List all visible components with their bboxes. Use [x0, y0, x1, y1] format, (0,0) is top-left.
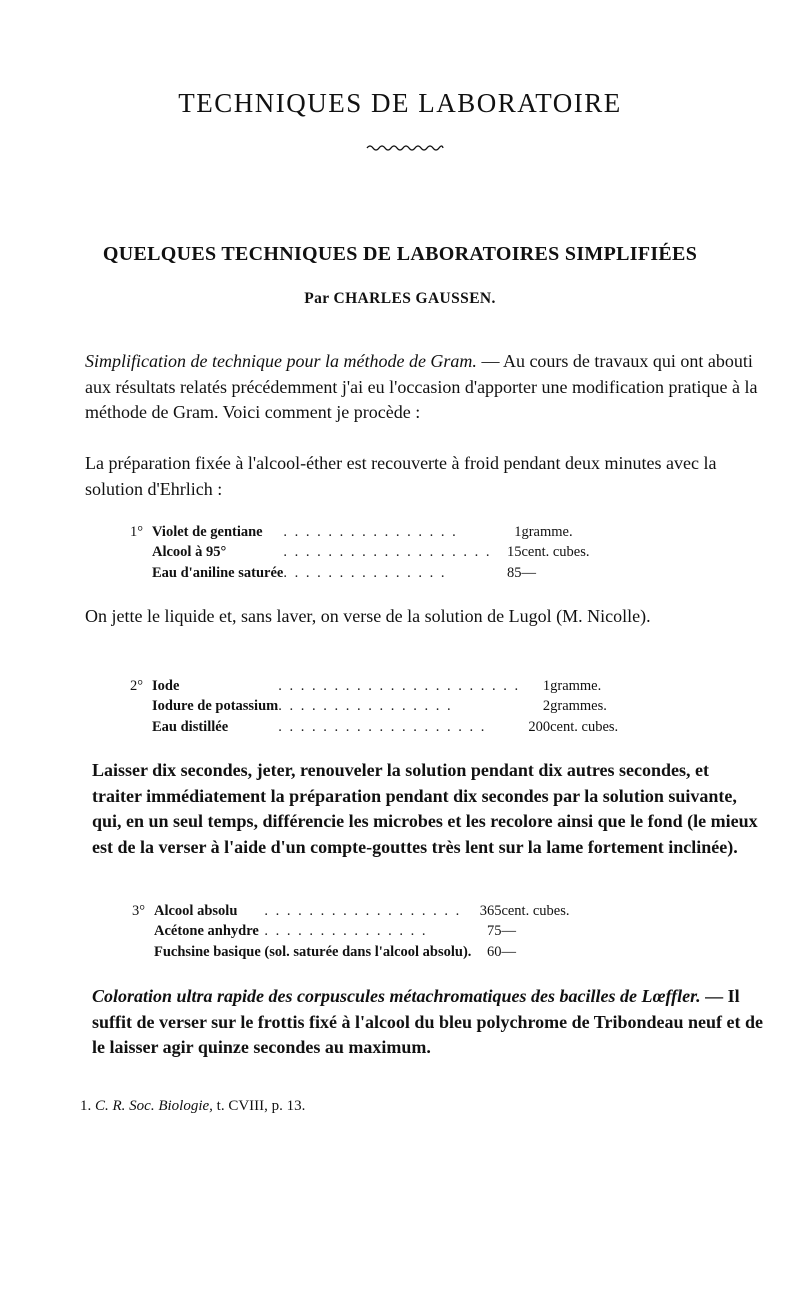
recipe-unit: gramme.	[521, 523, 573, 540]
paragraph-text: — Au cours de travaux qui ont abouti aux résultats relatés précédemment j'ai eu l'occasion d'apporter une modification pratique à la méthode de Gram. Voici comment je procède :	[85, 351, 758, 422]
recipe-item: Iode	[152, 677, 180, 694]
recipe-amount: 75	[486, 923, 502, 940]
paragraph-ehrlich	[63, 451, 763, 502]
paragraph-procedure	[70, 758, 763, 860]
recipe-item: Iodure de potassium	[152, 698, 279, 715]
leader-dots: . . . . . . . . . . . . . . . . . . . . . .	[278, 677, 521, 694]
recipe-row	[130, 563, 590, 584]
recipe-amount: 60	[486, 943, 502, 960]
article-title: QUELQUES TECHNIQUES DE LABORATOIRES SIMPLIFIÉES	[102, 243, 698, 265]
recipe-amount: 200	[528, 718, 551, 735]
recipe-unit: cent. cubes.	[501, 902, 570, 919]
paragraph-loeffler	[70, 984, 763, 1061]
recipe-unit: gramme.	[550, 677, 602, 694]
recipe-amount: 1	[542, 677, 551, 694]
recipe-number: 3°	[132, 902, 146, 919]
recipe-unit: grammes.	[550, 698, 607, 715]
paragraph-text: La préparation fixée à l'alcool-éther est recouverte à froid pendant deux minutes avec la solution d'Ehrlich :	[85, 453, 717, 499]
leader-dots: . . . . . . . . . . . . . . . . . . .	[283, 544, 492, 561]
recipe-row	[130, 717, 618, 738]
recipe-item: Violet de gentiane	[152, 523, 263, 540]
leader-dots: . . . . . . . . . . . . . . . . . . .	[278, 718, 487, 735]
recipe-unit: —	[501, 943, 516, 960]
leader-dots: . . . . . . . . . . . . . . . .	[283, 523, 458, 540]
recipe-number: 1°	[130, 523, 144, 540]
recipe-row	[132, 922, 569, 943]
paragraph-gram	[63, 349, 763, 426]
footnote	[80, 1098, 305, 1115]
paragraph-lugol	[63, 604, 763, 630]
recipe-row	[132, 942, 569, 963]
recipe-row	[130, 676, 618, 697]
recipe-item: Eau d'aniline saturée	[152, 564, 284, 581]
paragraph-text: On jette le liquide et, sans laver, on verse de la solution de Lugol (M. Nicolle).	[85, 606, 651, 626]
recipe-row	[130, 522, 590, 543]
recipe-amount: 15	[506, 544, 522, 561]
footnote-source: C. R. Soc. Biologie,	[95, 1098, 213, 1114]
recipe-item: Alcool absolu	[154, 902, 238, 919]
footnote-number: 1.	[80, 1098, 92, 1114]
footnote-reference: t. CVIII, p. 13.	[216, 1098, 306, 1114]
recipe-item: Eau distillée	[152, 718, 229, 735]
recipe-item: Fuchsine basique (sol. saturée dans l'alcool absolu).	[154, 943, 472, 960]
paragraph-text: — Il suffit de verser sur le frottis fixé à l'alcool du bleu polychrome de Tribondeau neuf et de le laisser agir quinze secondes au maximum.	[92, 986, 763, 1057]
leader-dots: . . . . . . . . . . . . . . .	[264, 923, 428, 940]
recipe-unit: cent. cubes.	[550, 718, 619, 735]
recipe-unit: —	[501, 923, 516, 940]
recipe-item: Alcool à 95°	[152, 544, 227, 561]
recipe-ehrlich	[130, 522, 590, 584]
recipe-lugol	[130, 676, 618, 738]
leader-dots: . . . . . . . . . . . . . . . .	[278, 698, 453, 715]
recipe-number	[132, 922, 154, 943]
leader-dots: . . . . . . . . . . . . . . . . . .	[264, 902, 462, 919]
recipe-amount: 2	[542, 698, 551, 715]
ornament-flourish	[365, 142, 445, 154]
recipe-item: Acétone anhydre	[154, 923, 259, 940]
recipe-fuchsine	[132, 901, 569, 963]
recipe-amount: 85	[506, 564, 522, 581]
recipe-number	[132, 942, 154, 963]
byline: Par CHARLES GAUSSEN.	[304, 290, 496, 307]
recipe-row	[130, 697, 618, 718]
recipe-unit: —	[521, 564, 536, 581]
section-title: TECHNIQUES DE LABORATOIRE	[178, 88, 622, 118]
recipe-row	[132, 901, 569, 922]
recipe-amount: 1	[514, 523, 522, 540]
leader-dots: . . . . . . . . . . . . . . .	[283, 564, 447, 581]
recipe-number	[130, 697, 152, 718]
recipe-unit: cent. cubes.	[521, 544, 590, 561]
paragraph-heading: Coloration ultra rapide des corpuscules métachromatiques des bacilles de Lœffler.	[92, 986, 701, 1006]
recipe-number	[130, 717, 152, 738]
paragraph-text: Laisser dix secondes, jeter, renouveler la solution pendant dix autres secondes, et traiter immédiatement la préparation pendant dix secondes par la solution suivante, qui, en un seul temps, différencie les microbes et les recolore ainsi que le fond (le mieux est de la verser à l'aide d'un compte-gouttes très lent sur la lame fortement inclinée).	[92, 760, 758, 857]
recipe-number	[130, 563, 152, 584]
recipe-number: 2°	[130, 677, 144, 694]
paragraph-heading: Simplification de technique pour la méthode de Gram.	[85, 351, 477, 371]
recipe-amount: 365	[479, 902, 502, 919]
recipe-number	[130, 543, 152, 564]
recipe-row	[130, 543, 590, 564]
